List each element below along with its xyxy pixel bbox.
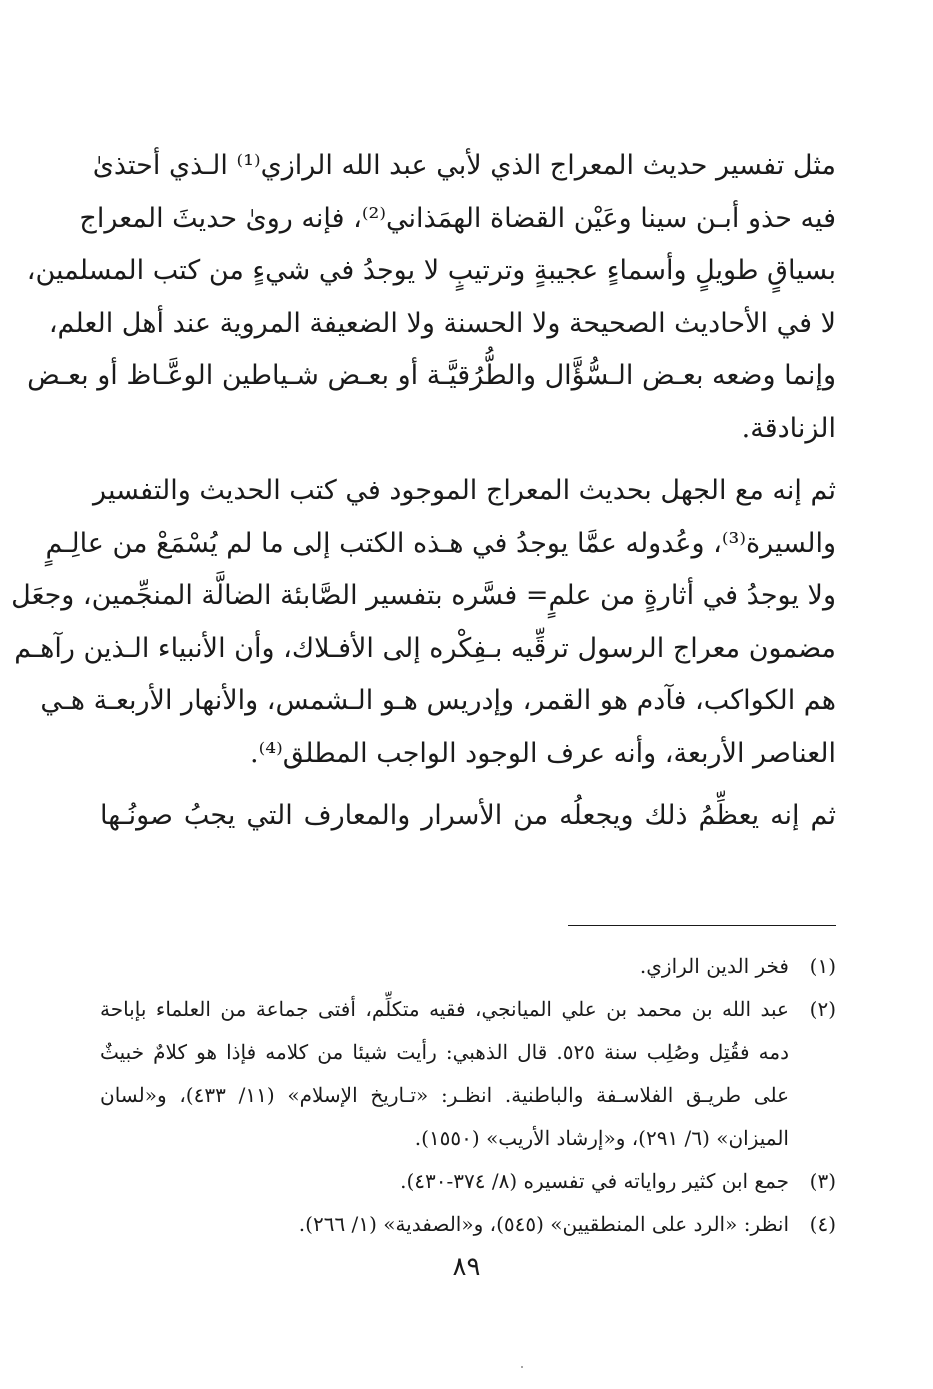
footnote-text: انظر: «الرد على المنطقيين» (٥٤٥)، و«الصفدية» (١/ ٢٦٦). <box>298 1212 789 1236</box>
text-line: ثم إنه مع الجهل بحديث المعراج الموجود في كتب الحديث والتفسير <box>93 475 836 506</box>
text-line: لا في الأحاديث الصحيحة ولا الحسنة ولا الضعيفة المروية عند أهل العلم، <box>48 307 836 339</box>
footnote-2-line: دمه فقُتِل وصُلِب سنة ٥٢٥. قال الذهبي: رأيت شيئا من كلامه فإذا هو كلامٌ خبيثٌ <box>100 1040 789 1064</box>
footnote-text: فخر الدين الرازي. <box>639 954 789 978</box>
text-line: هم الكواكب، فآدم هو القمر، وإدريس هـو الـشمس، والأنهار الأربعـة هـي <box>40 685 836 716</box>
footnote-4 <box>100 1203 836 1246</box>
text-line: ثم إنه يعظِّمُ ذلك ويجعلُه من الأسرار والمعارف التي يجبُ صونُـها <box>100 800 836 831</box>
text-line: والسيرة⁽³⁾، وعُدوله عمَّا يوجدُ في هـذه الكتب إلى ما لم يُسْمَعْ من عالِـمٍ <box>45 527 836 559</box>
text-line: مضمون معراج الرسول ترقِّيه بـفِكْره إلى الأفـلاك، وأن الأنبياء الـذين رآهـم <box>14 632 836 664</box>
footnotes <box>100 945 836 1246</box>
footnote-text: عبد الله بن محمد بن علي الميانجي، فقيه متكلِّم، أفتى جماعة من العلماء بإباحة <box>100 997 789 1021</box>
text-line: مثل تفسير حديث المعراج الذي لأبي عبد الله الرازي⁽¹⁾ الـذي أحتذىٰ <box>92 150 836 181</box>
footnote-3 <box>100 1160 836 1203</box>
text-line: العناصر الأربعة، وأنه عرف الوجود الواجب المطلق⁽⁴⁾. <box>250 737 836 769</box>
footnote-number: (٢) <box>809 997 836 1021</box>
footnote-separator <box>568 925 836 926</box>
footnote-1 <box>100 945 836 988</box>
page-number: ٨٩ <box>452 1252 481 1282</box>
footnote-number: (٤) <box>809 1212 836 1236</box>
text-line: بسياقٍ طويلٍ وأسماءٍ عجيبةٍ وترتيبٍ لا يوجدُ في شيءٍ من كتب المسلمين، <box>26 255 836 286</box>
footnote-number: (١) <box>809 954 836 978</box>
text-line: ولا يوجدُ في أثارةٍ من علمٍ= فسَّره بتفسير الصَّابئة الضالَّة المنجِّمين، وجعَل <box>11 580 836 611</box>
footnote-number: (٣) <box>809 1169 836 1193</box>
footnote-2-line: على طريـق الفلاسـفة والباطنية. انظـر: «تـاريخ الإسلام» (١١/ ٤٣٣)، و«لسان <box>100 1083 790 1107</box>
footnote-2 <box>100 988 836 1031</box>
text-line: الزنادقة. <box>741 412 836 444</box>
text-line: فيه حذو أبـن سينا وعَيْن القضاة الهمَذاني⁽²⁾، فإنه روىٰ حديثَ المعراج <box>79 202 836 234</box>
main-text <box>11 140 836 843</box>
footnote-2-line: الميزان» (٦/ ٢٩١)، و«إرشاد الأريب» (١٥٥٠). <box>414 1126 789 1150</box>
footnote-text: جمع ابن كثير رواياته في تفسيره (٨/ ٣٧٤-٤٣٠). <box>400 1169 789 1193</box>
scan-speck <box>521 1366 523 1368</box>
text-line: وإنما وضعه بعـض الـسُّؤَّال والطُّرُقيَّـة أو بعـض شـياطين الوعَّـاظ أو بعـض <box>27 360 836 391</box>
